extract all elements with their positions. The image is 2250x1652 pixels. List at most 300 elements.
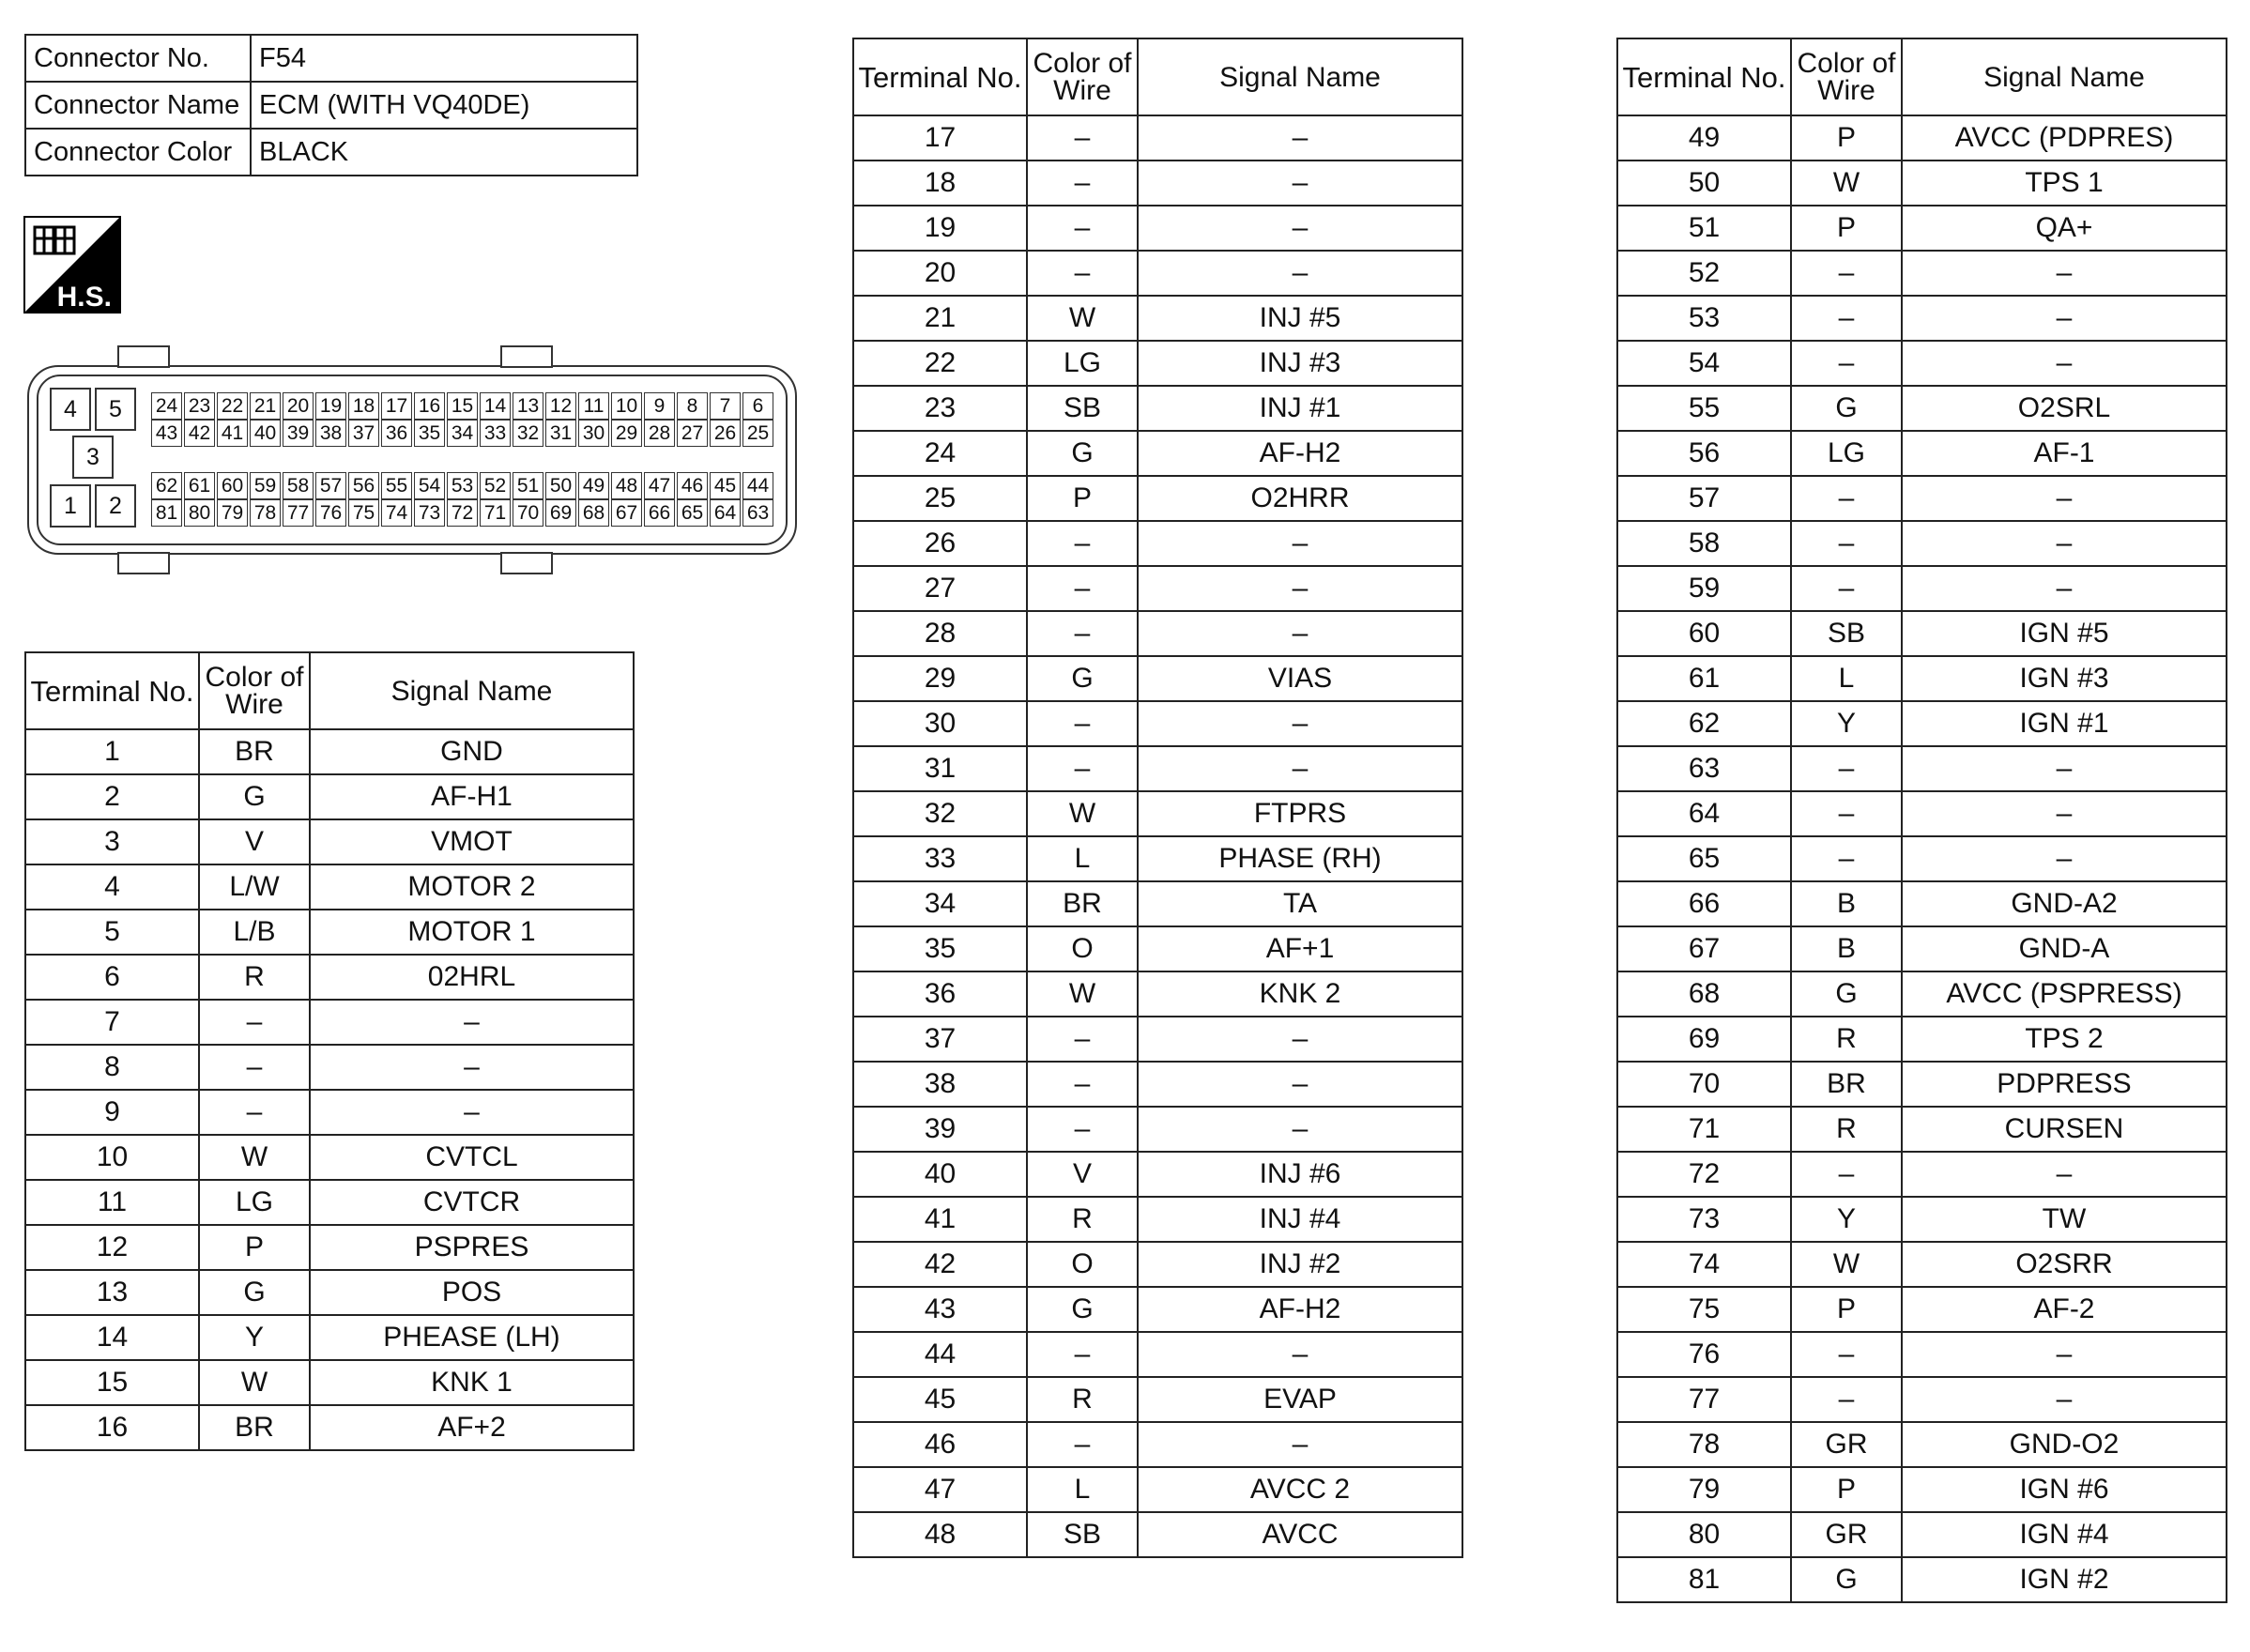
terminal-no-cell: 33 xyxy=(853,836,1027,881)
signal-name-cell: IGN #1 xyxy=(1902,701,2227,746)
connector-no-label: Connector No. xyxy=(25,35,251,82)
wire-color-cell: W xyxy=(1791,1242,1902,1287)
terminal-no-cell: 51 xyxy=(1617,206,1791,251)
signal-name-cell: GND-O2 xyxy=(1902,1422,2227,1467)
table-row xyxy=(853,701,1462,746)
pin-54: 54 xyxy=(414,472,445,499)
pin-60: 60 xyxy=(217,472,248,499)
pin-8: 8 xyxy=(677,392,708,420)
pin-52: 52 xyxy=(480,472,511,499)
terminal-no-cell: 50 xyxy=(1617,161,1791,206)
wire-color-cell: W xyxy=(199,1360,310,1405)
terminal-no-cell: 65 xyxy=(1617,836,1791,881)
terminal-no-cell: 20 xyxy=(853,251,1027,296)
terminal-no-cell: 67 xyxy=(1617,926,1791,971)
wire-color-header: Color of Wire xyxy=(199,652,310,729)
terminal-no-cell: 74 xyxy=(1617,1242,1791,1287)
signal-name-cell: CVTCL xyxy=(310,1135,634,1180)
signal-name-cell: CVTCR xyxy=(310,1180,634,1225)
pin-45: 45 xyxy=(710,472,741,499)
pin-67: 67 xyxy=(611,499,642,527)
wire-color-cell: – xyxy=(1791,1152,1902,1197)
table-row xyxy=(1617,611,2227,656)
signal-name-cell: TA xyxy=(1138,881,1462,926)
pin-9: 9 xyxy=(644,392,675,420)
pin-55: 55 xyxy=(381,472,412,499)
signal-name-cell: – xyxy=(1902,476,2227,521)
pin-59: 59 xyxy=(250,472,281,499)
terminal-no-cell: 36 xyxy=(853,971,1027,1017)
table-row xyxy=(853,296,1462,341)
signal-name-cell: IGN #6 xyxy=(1902,1467,2227,1512)
signal-name-cell: – xyxy=(1138,521,1462,566)
terminal-no-cell: 76 xyxy=(1617,1332,1791,1377)
wire-color-cell: – xyxy=(199,1045,310,1090)
wire-color-cell: – xyxy=(1027,1107,1138,1152)
table-row xyxy=(1617,881,2227,926)
terminal-no-cell: 57 xyxy=(1617,476,1791,521)
table-row xyxy=(853,115,1462,161)
terminal-no-cell: 43 xyxy=(853,1287,1027,1332)
terminal-no-cell: 54 xyxy=(1617,341,1791,386)
pin-51: 51 xyxy=(513,472,543,499)
signal-name-cell: AF-2 xyxy=(1902,1287,2227,1332)
terminal-no-cell: 4 xyxy=(25,864,199,910)
table-row xyxy=(853,926,1462,971)
table-row xyxy=(25,1360,634,1405)
signal-name-cell: – xyxy=(1138,161,1462,206)
table-row xyxy=(853,971,1462,1017)
table-row xyxy=(1617,251,2227,296)
connector-name-value: ECM (WITH VQ40DE) xyxy=(251,82,637,129)
pin-75: 75 xyxy=(348,499,379,527)
signal-name-cell: O2SRR xyxy=(1902,1242,2227,1287)
table-row xyxy=(25,1270,634,1315)
table-row xyxy=(1617,836,2227,881)
signal-name-cell: TPS 1 xyxy=(1902,161,2227,206)
pin-49: 49 xyxy=(578,472,609,499)
signal-name-cell: – xyxy=(1138,611,1462,656)
signal-name-cell: TW xyxy=(1902,1197,2227,1242)
table-row xyxy=(1617,971,2227,1017)
terminal-table-3 xyxy=(1616,38,2227,1603)
pin-58: 58 xyxy=(283,472,314,499)
signal-name-cell: – xyxy=(1902,1152,2227,1197)
pin-41: 41 xyxy=(217,420,248,447)
terminal-no-cell: 45 xyxy=(853,1377,1027,1422)
terminal-no-cell: 1 xyxy=(25,729,199,774)
signal-name-cell: INJ #3 xyxy=(1138,341,1462,386)
pin-40: 40 xyxy=(250,420,281,447)
terminal-no-header: Terminal No. xyxy=(853,38,1027,115)
wire-color-cell: – xyxy=(1791,566,1902,611)
wire-color-cell: – xyxy=(1027,1332,1138,1377)
pin-38: 38 xyxy=(315,420,346,447)
table-row xyxy=(853,881,1462,926)
table-row xyxy=(853,1107,1462,1152)
table-row xyxy=(1617,296,2227,341)
signal-name-cell: – xyxy=(1138,1332,1462,1377)
wire-color-cell: BR xyxy=(199,1405,310,1450)
signal-name-cell: MOTOR 2 xyxy=(310,864,634,910)
terminal-no-cell: 61 xyxy=(1617,656,1791,701)
wire-color-cell: – xyxy=(1027,701,1138,746)
wire-color-cell: – xyxy=(1791,476,1902,521)
table-row xyxy=(25,729,634,774)
pin-16: 16 xyxy=(414,392,445,420)
terminal-no-cell: 5 xyxy=(25,910,199,955)
terminal-no-cell: 60 xyxy=(1617,611,1791,656)
pin-80: 80 xyxy=(184,499,215,527)
wire-color-cell: – xyxy=(1027,746,1138,791)
signal-name-cell: – xyxy=(1138,251,1462,296)
connector-diagram xyxy=(24,344,798,578)
pin-5: 5 xyxy=(95,388,136,431)
connector-no-value: F54 xyxy=(251,35,637,82)
wire-color-cell: G xyxy=(1791,386,1902,431)
terminal-no-cell: 41 xyxy=(853,1197,1027,1242)
terminal-table-1 xyxy=(24,651,635,1451)
signal-name-cell: – xyxy=(310,1090,634,1135)
wire-color-cell: G xyxy=(1791,971,1902,1017)
signal-name-cell: KNK 2 xyxy=(1138,971,1462,1017)
signal-name-cell: IGN #3 xyxy=(1902,656,2227,701)
pin-23: 23 xyxy=(184,392,215,420)
terminal-no-cell: 13 xyxy=(25,1270,199,1315)
terminal-table-2 xyxy=(852,38,1463,1558)
wire-color-cell: L xyxy=(1027,1467,1138,1512)
connector-color-row xyxy=(25,129,637,176)
terminal-no-header: Terminal No. xyxy=(25,652,199,729)
table-row xyxy=(853,566,1462,611)
wire-color-cell: Y xyxy=(199,1315,310,1360)
signal-name-cell: QA+ xyxy=(1902,206,2227,251)
pin-68: 68 xyxy=(578,499,609,527)
wire-color-cell: Y xyxy=(1791,1197,1902,1242)
terminal-no-cell: 30 xyxy=(853,701,1027,746)
terminal-no-cell: 12 xyxy=(25,1225,199,1270)
terminal-no-cell: 75 xyxy=(1617,1287,1791,1332)
pin-76: 76 xyxy=(315,499,346,527)
pin-50: 50 xyxy=(545,472,576,499)
signal-name-cell: – xyxy=(1138,1062,1462,1107)
pin-22: 22 xyxy=(217,392,248,420)
terminal-no-cell: 55 xyxy=(1617,386,1791,431)
pin-69: 69 xyxy=(545,499,576,527)
pin-30: 30 xyxy=(578,420,609,447)
signal-name-cell: VMOT xyxy=(310,819,634,864)
terminal-no-cell: 32 xyxy=(853,791,1027,836)
terminal-no-cell: 21 xyxy=(853,296,1027,341)
pin-24: 24 xyxy=(151,392,182,420)
table-row xyxy=(853,1287,1462,1332)
terminal-no-cell: 81 xyxy=(1617,1557,1791,1602)
table-row xyxy=(25,1000,634,1045)
table-row xyxy=(1617,341,2227,386)
signal-name-cell: INJ #4 xyxy=(1138,1197,1462,1242)
wire-color-cell: O xyxy=(1027,926,1138,971)
wire-color-cell: – xyxy=(1791,1332,1902,1377)
wire-color-header: Color of Wire xyxy=(1027,38,1138,115)
table-row xyxy=(1617,1017,2227,1062)
signal-name-cell: – xyxy=(1138,566,1462,611)
table-row xyxy=(1617,1467,2227,1512)
connector-name-row xyxy=(25,82,637,129)
wire-color-cell: LG xyxy=(1027,341,1138,386)
signal-name-cell: – xyxy=(1902,341,2227,386)
harness-side-icon xyxy=(23,216,121,314)
terminal-no-cell: 7 xyxy=(25,1000,199,1045)
terminal-no-cell: 29 xyxy=(853,656,1027,701)
wire-color-cell: G xyxy=(1027,431,1138,476)
wire-color-cell: BR xyxy=(1791,1062,1902,1107)
table-header-row xyxy=(1617,38,2227,115)
signal-name-cell: INJ #2 xyxy=(1138,1242,1462,1287)
terminal-no-cell: 63 xyxy=(1617,746,1791,791)
signal-name-header: Signal Name xyxy=(1138,38,1462,115)
wire-color-cell: SB xyxy=(1791,611,1902,656)
table-row xyxy=(1617,1197,2227,1242)
terminal-no-cell: 24 xyxy=(853,431,1027,476)
pin-74: 74 xyxy=(381,499,412,527)
signal-name-cell: – xyxy=(1138,1017,1462,1062)
terminal-no-cell: 17 xyxy=(853,115,1027,161)
table-row xyxy=(1617,1107,2227,1152)
terminal-no-cell: 22 xyxy=(853,341,1027,386)
terminal-no-cell: 11 xyxy=(25,1180,199,1225)
wire-color-cell: – xyxy=(1791,791,1902,836)
signal-name-cell: CURSEN xyxy=(1902,1107,2227,1152)
wire-color-cell: G xyxy=(1791,1557,1902,1602)
pin-6: 6 xyxy=(742,392,773,420)
table-row xyxy=(1617,701,2227,746)
pin-15: 15 xyxy=(447,392,478,420)
pin-65: 65 xyxy=(677,499,708,527)
table-row xyxy=(25,864,634,910)
table-row xyxy=(25,1135,634,1180)
signal-name-cell: – xyxy=(1138,1107,1462,1152)
terminal-no-cell: 14 xyxy=(25,1315,199,1360)
terminal-no-cell: 38 xyxy=(853,1062,1027,1107)
wire-color-cell: R xyxy=(1791,1107,1902,1152)
table-row xyxy=(25,774,634,819)
wire-color-cell: P xyxy=(1791,1467,1902,1512)
hs-label: H.S. xyxy=(56,282,112,313)
signal-name-cell: KNK 1 xyxy=(310,1360,634,1405)
signal-name-cell: INJ #1 xyxy=(1138,386,1462,431)
pin-25: 25 xyxy=(742,420,773,447)
table-row xyxy=(25,1180,634,1225)
signal-name-cell: – xyxy=(1138,1422,1462,1467)
terminal-no-cell: 69 xyxy=(1617,1017,1791,1062)
table-row xyxy=(1617,1152,2227,1197)
table-row xyxy=(853,1152,1462,1197)
terminal-no-cell: 66 xyxy=(1617,881,1791,926)
table-row xyxy=(25,1405,634,1450)
pin-44: 44 xyxy=(742,472,773,499)
table-row xyxy=(853,341,1462,386)
table-row xyxy=(25,910,634,955)
terminal-no-cell: 52 xyxy=(1617,251,1791,296)
signal-name-cell: – xyxy=(1902,1332,2227,1377)
pin-28: 28 xyxy=(644,420,675,447)
signal-name-cell: PHASE (RH) xyxy=(1138,836,1462,881)
terminal-no-cell: 53 xyxy=(1617,296,1791,341)
signal-name-cell: AF-H2 xyxy=(1138,1287,1462,1332)
terminal-no-cell: 64 xyxy=(1617,791,1791,836)
wire-color-cell: – xyxy=(1791,836,1902,881)
signal-name-cell: GND-A xyxy=(1902,926,2227,971)
terminal-no-cell: 58 xyxy=(1617,521,1791,566)
wire-color-cell: BR xyxy=(199,729,310,774)
table-row xyxy=(1617,161,2227,206)
signal-name-cell: EVAP xyxy=(1138,1377,1462,1422)
table-row xyxy=(853,521,1462,566)
table-row xyxy=(853,1062,1462,1107)
wire-color-cell: – xyxy=(1027,251,1138,296)
pin-29: 29 xyxy=(611,420,642,447)
table-row xyxy=(853,746,1462,791)
terminal-no-header: Terminal No. xyxy=(1617,38,1791,115)
pin-53: 53 xyxy=(447,472,478,499)
signal-name-cell: AF-H2 xyxy=(1138,431,1462,476)
signal-name-cell: AF+1 xyxy=(1138,926,1462,971)
wire-color-cell: – xyxy=(199,1000,310,1045)
signal-name-cell: AVCC xyxy=(1138,1512,1462,1557)
wire-color-cell: – xyxy=(1791,341,1902,386)
table-row xyxy=(1617,1512,2227,1557)
terminal-no-cell: 48 xyxy=(853,1512,1027,1557)
signal-name-cell: – xyxy=(1902,251,2227,296)
pin-17: 17 xyxy=(381,392,412,420)
table-row xyxy=(1617,1062,2227,1107)
wire-color-cell: – xyxy=(1027,1062,1138,1107)
table-row xyxy=(853,791,1462,836)
terminal-no-cell: 70 xyxy=(1617,1062,1791,1107)
pin-3: 3 xyxy=(72,436,114,479)
wire-color-cell: BR xyxy=(1027,881,1138,926)
table-header-row xyxy=(25,652,634,729)
terminal-no-cell: 79 xyxy=(1617,1467,1791,1512)
signal-name-cell: GND-A2 xyxy=(1902,881,2227,926)
terminal-no-cell: 71 xyxy=(1617,1107,1791,1152)
pin-72: 72 xyxy=(447,499,478,527)
signal-name-cell: – xyxy=(1902,1377,2227,1422)
wire-color-cell: R xyxy=(1791,1017,1902,1062)
signal-name-cell: AF+2 xyxy=(310,1405,634,1450)
terminal-no-cell: 15 xyxy=(25,1360,199,1405)
table-row xyxy=(853,1467,1462,1512)
pin-1: 1 xyxy=(50,484,91,528)
table-row xyxy=(853,1197,1462,1242)
pin-42: 42 xyxy=(184,420,215,447)
wire-color-cell: W xyxy=(1027,296,1138,341)
wire-color-cell: – xyxy=(1791,746,1902,791)
wire-color-cell: GR xyxy=(1791,1422,1902,1467)
pin-57: 57 xyxy=(315,472,346,499)
table-row xyxy=(1617,1332,2227,1377)
wire-color-cell: W xyxy=(1027,791,1138,836)
signal-name-cell: IGN #2 xyxy=(1902,1557,2227,1602)
signal-name-cell: – xyxy=(310,1000,634,1045)
wire-color-cell: – xyxy=(1791,251,1902,296)
wire-color-cell: V xyxy=(1027,1152,1138,1197)
table-row xyxy=(853,386,1462,431)
wire-color-cell: L/W xyxy=(199,864,310,910)
wire-color-cell: – xyxy=(199,1090,310,1135)
terminal-no-cell: 31 xyxy=(853,746,1027,791)
terminal-no-cell: 62 xyxy=(1617,701,1791,746)
table-row xyxy=(1617,476,2227,521)
pin-46: 46 xyxy=(677,472,708,499)
signal-name-cell: – xyxy=(1138,701,1462,746)
pin-4: 4 xyxy=(50,388,91,431)
signal-name-cell: AVCC 2 xyxy=(1138,1467,1462,1512)
table-row xyxy=(1617,1377,2227,1422)
wire-color-cell: SB xyxy=(1027,1512,1138,1557)
wire-color-cell: – xyxy=(1027,206,1138,251)
terminal-no-cell: 39 xyxy=(853,1107,1027,1152)
signal-name-cell: INJ #6 xyxy=(1138,1152,1462,1197)
terminal-no-cell: 73 xyxy=(1617,1197,1791,1242)
terminal-no-cell: 44 xyxy=(853,1332,1027,1377)
pin-77: 77 xyxy=(283,499,314,527)
table-row xyxy=(1617,206,2227,251)
pin-33: 33 xyxy=(480,420,511,447)
table-row xyxy=(25,1090,634,1135)
wire-color-cell: LG xyxy=(199,1180,310,1225)
pin-73: 73 xyxy=(414,499,445,527)
pin-71: 71 xyxy=(480,499,511,527)
pin-20: 20 xyxy=(283,392,314,420)
pin-79: 79 xyxy=(217,499,248,527)
pin-21: 21 xyxy=(250,392,281,420)
signal-name-cell: 02HRL xyxy=(310,955,634,1000)
terminal-no-cell: 78 xyxy=(1617,1422,1791,1467)
signal-name-cell: – xyxy=(1138,206,1462,251)
terminal-no-cell: 37 xyxy=(853,1017,1027,1062)
pin-48: 48 xyxy=(611,472,642,499)
wire-color-cell: G xyxy=(1027,1287,1138,1332)
pin-18: 18 xyxy=(348,392,379,420)
wire-color-cell: O xyxy=(1027,1242,1138,1287)
signal-name-header: Signal Name xyxy=(310,652,634,729)
connector-color-value: BLACK xyxy=(251,129,637,176)
pin-12: 12 xyxy=(545,392,576,420)
pin-64: 64 xyxy=(710,499,741,527)
wire-color-cell: Y xyxy=(1791,701,1902,746)
pin-63: 63 xyxy=(742,499,773,527)
wire-color-cell: – xyxy=(1791,296,1902,341)
table-row xyxy=(1617,656,2227,701)
signal-name-cell: O2HRR xyxy=(1138,476,1462,521)
terminal-no-cell: 77 xyxy=(1617,1377,1791,1422)
pin-56: 56 xyxy=(348,472,379,499)
connector-info-table xyxy=(24,34,638,176)
pin-13: 13 xyxy=(513,392,543,420)
terminal-no-cell: 18 xyxy=(853,161,1027,206)
terminal-no-cell: 72 xyxy=(1617,1152,1791,1197)
table-row xyxy=(853,1422,1462,1467)
terminal-no-cell: 9 xyxy=(25,1090,199,1135)
terminal-no-cell: 56 xyxy=(1617,431,1791,476)
signal-name-cell: POS xyxy=(310,1270,634,1315)
table-row xyxy=(853,431,1462,476)
terminal-no-cell: 25 xyxy=(853,476,1027,521)
wire-color-cell: – xyxy=(1027,566,1138,611)
terminal-no-cell: 26 xyxy=(853,521,1027,566)
signal-name-cell: GND xyxy=(310,729,634,774)
